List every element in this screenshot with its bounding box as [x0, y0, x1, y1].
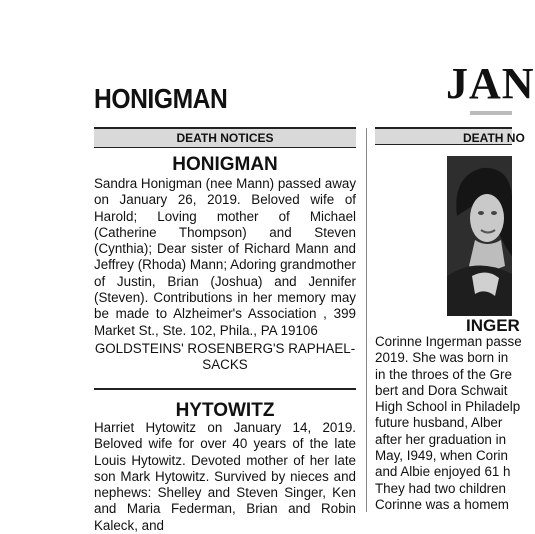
portrait-image	[447, 156, 512, 316]
notice-name-honigman: HONIGMAN	[172, 154, 278, 175]
text-line: Corinne was a homem	[375, 496, 509, 512]
notice-text-ingerman	[375, 334, 522, 513]
text-line: They had two children	[375, 480, 507, 496]
notice-separator	[94, 388, 356, 390]
masthead-rule	[470, 111, 512, 115]
text-line: bert and Dora Schwait	[375, 382, 508, 398]
page-title: HONIGMAN	[94, 83, 228, 114]
text-line: in the throes of the Gre	[375, 366, 512, 382]
section-header-right: DEATH NO	[375, 127, 512, 145]
notice-text-hytowitz: Harriet Hytowitz on January 14, 2019. Beloved wife for over 40 years of the late Louis Hytowitz. Devoted mother of her late son Mark Hytowitz. Survived by nieces and nephews: Shelley and Steven Singer, Ken and Maria Federman, Brian and Robin Kaleck, and	[94, 420, 356, 533]
notice-name-ingerman: INGER	[466, 316, 520, 335]
section-header-left: DEATH NOTICES	[94, 127, 356, 148]
notice-text-honigman: Sandra Honigman (nee Mann) passed away on January 26, 2019. Beloved wife of Harold; Loving mother of Michael (Catherine Thompson) and Steven (Cynthia); Dear sister of Richard Mann and Jeffrey (Rhoda) Mann; Adoring grandmother of Justin, Brian (Joshua) and Jennifer (Steven). Contributions in her memory may be made to Alzheimer's Association , 399 Market St., Ste. 102, Phila., PA 19106	[94, 176, 357, 338]
text-line: Corinne Ingerman passe	[375, 334, 522, 349]
funeral-home: GOLDSTEINS' ROSENBERG'S RAPHAEL-SACKS	[94, 341, 356, 373]
masthead-month: JAN	[446, 59, 535, 108]
text-line: after her graduation in	[375, 431, 507, 447]
text-line: 2019. She was born in	[375, 350, 509, 366]
text-line: High School in Philadelp	[375, 399, 521, 415]
column-divider	[366, 128, 367, 512]
text-line: future husband, Alber	[375, 415, 503, 431]
portrait-photo	[447, 156, 512, 316]
notice-name-hytowitz: HYTOWITZ	[175, 400, 275, 421]
text-line: May, I949, when Corin	[375, 448, 508, 464]
text-line: and Albie enjoyed 61 h	[375, 464, 511, 480]
